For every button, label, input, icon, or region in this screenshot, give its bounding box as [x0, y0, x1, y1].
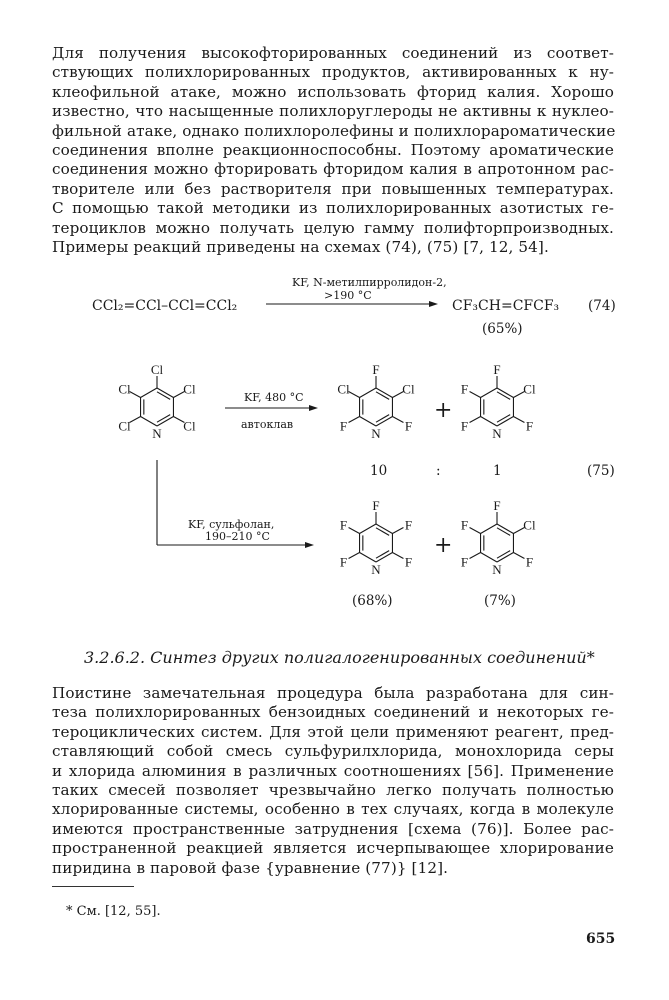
ring-substituent: Cl [118, 418, 131, 434]
scheme74-number: (74) [588, 298, 616, 314]
procedure-line: таких смесей позволяет чрезвычайно легко получать полностью [52, 781, 614, 800]
ring-nitrogen: N [152, 426, 162, 441]
scheme75-number: (75) [587, 463, 615, 479]
procedure-line: хлорированные системы, особенно в тех случаях, когда в молекуле [52, 800, 614, 819]
ring-substituent: F [372, 362, 380, 377]
ring-substituent: F [460, 418, 469, 434]
footnote: * См. [12, 55]. [66, 904, 161, 919]
ring-substituent: F [460, 517, 469, 533]
intro-line: соединения можно фторировать фторидом калия в апротонном рас- [52, 160, 614, 179]
paragraph-procedure [52, 684, 614, 878]
ring-substituent: Cl [118, 381, 131, 397]
scheme74-reactant: CCl₂=CCl–CCl=CCl₂ [92, 298, 238, 314]
ring-substituent: F [339, 517, 348, 533]
ring-substituent: F [493, 498, 501, 513]
ring-substituent: F [404, 418, 413, 434]
yield-right: (7%) [484, 593, 516, 609]
scheme75-cond1-bottom: автоклав [241, 418, 294, 431]
ring-substituent: F [525, 554, 534, 570]
ratio-right: 1 [493, 463, 502, 479]
footnote-rule [52, 886, 134, 887]
scheme74-yield: (65%) [482, 321, 523, 337]
intro-line: соединения вполне реакционноспособны. Поэтому ароматические [52, 141, 614, 160]
pyridine-product-2 [461, 362, 536, 441]
procedure-line: пиридина в паровой фазе {уравнение (77)} [12]. [52, 858, 449, 877]
ring-nitrogen: N [371, 426, 381, 441]
ring-substituent: F [404, 554, 413, 570]
procedure-line: Поистине замечательная процедура была разработана для син- [52, 684, 614, 702]
procedure-line: теза полихлорированных бензоидных соединений и некоторых ге- [52, 703, 614, 722]
plus-sign-2: + [434, 533, 453, 558]
intro-line: творителе или без растворителя при повышенных температурах. [52, 179, 614, 198]
intro-line: клеофильной атаке, можно использовать фторид калия. Хорошо [52, 82, 614, 101]
ring-substituent: Cl [523, 381, 536, 397]
pyridine-product-3 [340, 498, 412, 577]
pyridine-product-4 [461, 498, 536, 577]
ring-substituent: Cl [523, 517, 536, 533]
scheme75-cond2-top: KF, сульфолан, [188, 518, 275, 531]
ring-substituent: F [339, 554, 348, 570]
procedure-line: пространенной реакцией является исчерпывающее хлорирование [52, 839, 614, 858]
ring-substituent: F [460, 381, 469, 397]
ring-substituent: Cl [183, 418, 196, 434]
procedure-line: имеются пространственные затруднения [схема (76)]. Более рас- [52, 819, 614, 838]
pyridine-product-1 [337, 362, 415, 441]
procedure-line: и хлорида алюминия в различных соотношениях [56]. Применение [52, 761, 614, 780]
procedure-line: ставляющий собой смесь сульфурилхлорида, монохлорида серы [52, 742, 614, 761]
ratio-left: 10 [370, 463, 388, 479]
scheme74-product: CF₃CH=CFCF₃ [452, 298, 560, 314]
intro-line: Для получения высокофторированных соединений из соответ- [52, 44, 614, 62]
page-number: 655 [586, 931, 616, 947]
scheme75-cond2-bottom: 190–210 °C [205, 530, 270, 543]
ring-nitrogen: N [371, 562, 381, 577]
intro-line: фильной атаке, однако полихлоролефины и полихлорароматические [52, 121, 616, 140]
intro-line: ствующих полихлорированных продуктов, активированных к ну- [52, 63, 614, 82]
ring-substituent: F [493, 362, 501, 377]
ring-substituent: F [460, 554, 469, 570]
scheme74-conditions-top: KF, N-метилпирролидон-2, [292, 276, 447, 289]
intro-line: тероциклов можно получать целую гамму полифторпроизводных. [52, 218, 614, 237]
scheme75-cond1-top: KF, 480 °C [244, 391, 304, 404]
pyridine-reactant [118, 362, 196, 441]
ring-substituent: F [404, 517, 413, 533]
yield-left: (68%) [352, 593, 393, 609]
intro-line: С помощью такой методики из полихлорированных азотистых ге- [52, 199, 614, 218]
plus-sign-1: + [434, 398, 453, 423]
procedure-line: тероциклических систем. Для этой цели применяют реагент, пред- [52, 722, 614, 741]
ring-substituent: Cl [150, 362, 164, 377]
ring-nitrogen: N [492, 426, 502, 441]
ring-substituent: F [525, 418, 534, 434]
ring-substituent: Cl [183, 381, 196, 397]
ratio-separator: : [436, 463, 441, 479]
ring-substituent: Cl [402, 381, 415, 397]
scheme74-conditions-bottom: >190 °C [324, 289, 372, 302]
ring-substituent: F [372, 498, 380, 513]
ring-substituent: Cl [337, 381, 350, 397]
section-heading: 3.2.6.2. Синтез других полигалогенированных соединений* [84, 648, 595, 667]
intro-line: Примеры реакций приведены на схемах (74), (75) [7, 12, 54]. [52, 238, 549, 257]
ring-substituent: F [339, 418, 348, 434]
ring-nitrogen: N [492, 562, 502, 577]
intro-line: известно, что насыщенные полихлоруглероды не активны к нуклео- [52, 102, 614, 121]
